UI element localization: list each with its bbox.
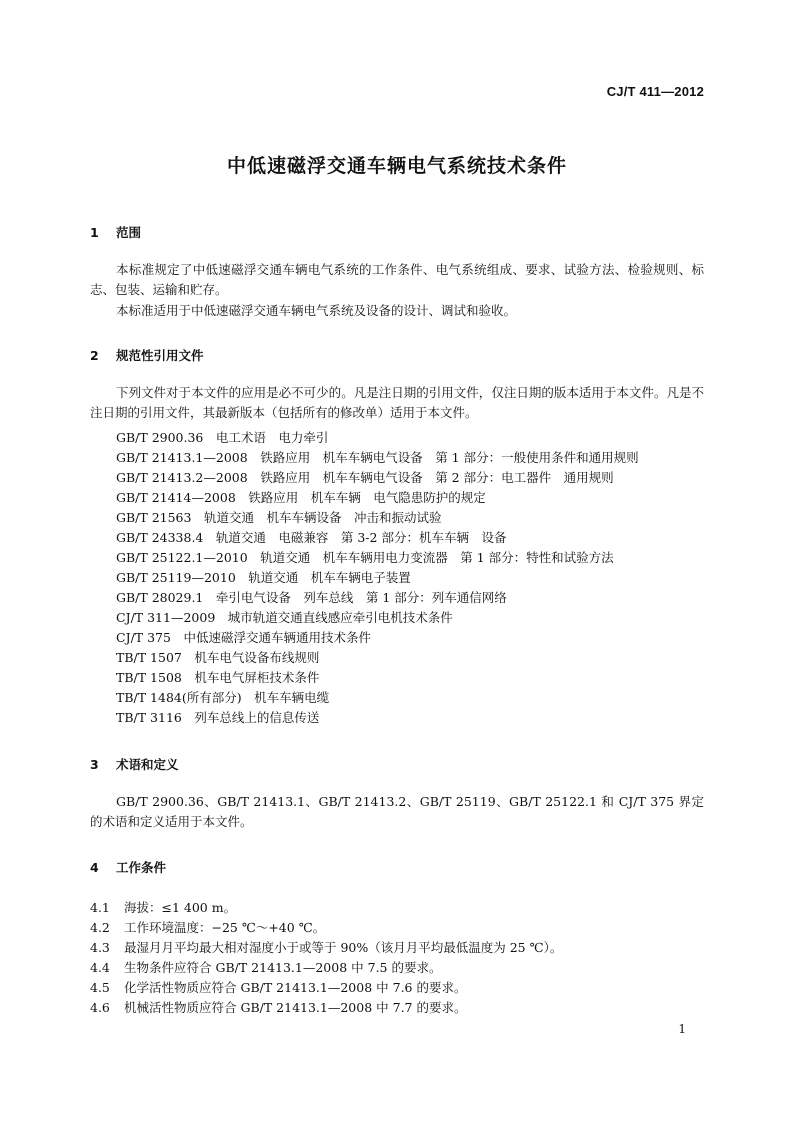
reference-item: GB/T 2900.36 电工术语 电力牵引 [116, 430, 329, 445]
reference-item: TB/T 1484(所有部分) 机车车辆电缆 [116, 690, 330, 705]
clause-number: 4.5 [90, 980, 110, 995]
clause-item [90, 898, 236, 918]
clause-number: 4.6 [90, 1000, 110, 1015]
section-3-paragraph-1: GB/T 2900.36、GB/T 21413.1、GB/T 21413.2、GB/T 25119、GB/T 25122.1 和 CJ/T 375 界定的术语和定义适用于本文件。 [90, 794, 704, 829]
clause-item [90, 978, 466, 998]
clause-number: 4.2 [90, 920, 110, 935]
section-1-heading [90, 223, 141, 241]
reference-item: GB/T 21413.2—2008 铁路应用 机车车辆电气设备 第 2 部分：电工器件 通用规则 [116, 470, 614, 485]
reference-item: GB/T 25122.1—2010 轨道交通 机车车辆用电力变流器 第 1 部分：特性和试验方法 [116, 550, 614, 565]
section-number: 3 [90, 757, 99, 772]
reference-item: CJ/T 311—2009 城市轨道交通直线感应牵引电机技术条件 [116, 610, 453, 625]
section-number: 4 [90, 860, 99, 875]
clause-text: 工作环境温度：−25 ℃～+40 ℃。 [124, 920, 326, 935]
reference-item: GB/T 21413.1—2008 铁路应用 机车车辆电气设备 第 1 部分：一般使用条件和通用规则 [116, 450, 639, 465]
reference-item: GB/T 21414—2008 铁路应用 机车车辆 电气隐患防护的规定 [116, 490, 486, 505]
clause-text: 最湿月月平均最大相对湿度小于或等于 90%（该月月平均最低温度为 25 ℃）。 [124, 940, 563, 955]
clause-text: 海拔：≤1 400 m。 [124, 900, 237, 915]
section-1-paragraph-1: 本标准规定了中低速磁浮交通车辆电气系统的工作条件、电气系统组成、要求、试验方法、检验规则、标志、包装、运输和贮存。 [90, 262, 704, 297]
section-1-paragraph-2: 本标准适用于中低速磁浮交通车辆电气系统及设备的设计、调试和验收。 [116, 303, 517, 318]
section-4-heading [90, 858, 166, 876]
section-title: 规范性引用文件 [116, 348, 204, 363]
clause-item [90, 958, 441, 978]
reference-item: CJ/T 375 中低速磁浮交通车辆通用技术条件 [116, 630, 371, 645]
section-2-heading [90, 346, 204, 364]
reference-item: GB/T 21563 轨道交通 机车车辆设备 冲击和振动试验 [116, 510, 442, 525]
clause-text: 化学活性物质应符合 GB/T 21413.1—2008 中 7.6 的要求。 [124, 980, 467, 995]
section-title: 工作条件 [116, 860, 167, 875]
reference-item: TB/T 3116 列车总线上的信息传送 [116, 710, 320, 725]
section-title: 范围 [116, 225, 142, 240]
clause-number: 4.1 [90, 900, 110, 915]
clause-item [90, 938, 562, 958]
section-title: 术语和定义 [116, 757, 179, 772]
document-title: 中低速磁浮交通车辆电气系统技术条件 [226, 155, 567, 177]
section-number: 1 [90, 225, 99, 240]
reference-item: GB/T 24338.4 轨道交通 电磁兼容 第 3-2 部分：机车车辆 设备 [116, 530, 507, 545]
clause-item [90, 998, 466, 1018]
reference-item: TB/T 1507 机车电气设备布线规则 [116, 650, 320, 665]
clause-text: 机械活性物质应符合 GB/T 21413.1—2008 中 7.7 的要求。 [124, 1000, 467, 1015]
clause-text: 生物条件应符合 GB/T 21413.1—2008 中 7.5 的要求。 [124, 960, 442, 975]
page-number: 1 [678, 1022, 686, 1036]
clause-number: 4.4 [90, 960, 110, 975]
section-number: 2 [90, 348, 99, 363]
reference-item: TB/T 1508 机车电气屏柜技术条件 [116, 670, 320, 685]
standard-code: CJ/T 411—2012 [606, 84, 704, 99]
section-3-heading [90, 755, 179, 773]
section-2-paragraph-1: 下列文件对于本文件的应用是必不可少的。凡是注日期的引用文件，仅注日期的版本适用于本文件。凡是不注日期的引用文件，其最新版本（包括所有的修改单）适用于本文件。 [90, 385, 704, 420]
clause-item [90, 918, 325, 938]
reference-item: GB/T 25119—2010 轨道交通 机车车辆电子装置 [116, 570, 411, 585]
reference-item: GB/T 28029.1 牵引电气设备 列车总线 第 1 部分：列车通信网络 [116, 590, 507, 605]
clause-number: 4.3 [90, 940, 110, 955]
